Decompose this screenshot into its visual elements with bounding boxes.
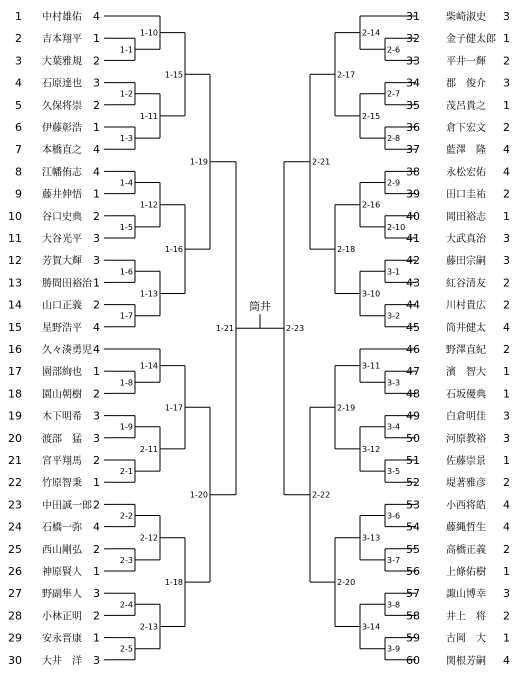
left-player-name: 園山朝樹 <box>42 389 82 401</box>
right-player-name: 郡 俊介 <box>446 78 486 90</box>
right-match-label: 2-19 <box>337 403 356 413</box>
right-semi-label: 2-23 <box>286 324 305 334</box>
right-player-name: 佐藤崇景 <box>446 456 486 467</box>
right-player-name: 藍澤 隆 <box>446 145 486 157</box>
left-player-name: 大井 洋 <box>42 655 82 667</box>
right-player-name: 古岡 大 <box>446 633 486 645</box>
right-player-score: 2 <box>503 121 510 134</box>
left-player-name: 宮平翔馬 <box>42 456 82 467</box>
right-player-number: 43 <box>406 276 420 290</box>
right-player-number: 48 <box>406 387 420 401</box>
left-player-name: 藤井伸悟 <box>42 189 82 201</box>
left-player-score: 4 <box>93 520 100 534</box>
right-player-score: 3 <box>503 76 510 90</box>
right-player-name: 石坂優典 <box>446 389 486 401</box>
left-player-number: 20 <box>8 431 22 445</box>
right-player-number: 55 <box>406 542 420 556</box>
left-player-name: 野副隼人 <box>42 589 82 601</box>
left-player-number: 3 <box>15 54 22 68</box>
right-player-score: 2 <box>503 54 510 68</box>
left-player-name: 江幡侑志 <box>42 167 82 179</box>
left-match-label: 1-9 <box>119 422 133 432</box>
right-player-score: 3 <box>503 409 510 423</box>
right-match-label: 2-7 <box>387 89 401 99</box>
right-player-name: 野澤直紀 <box>446 345 486 356</box>
left-player-score: 4 <box>93 165 100 179</box>
right-player-score: 4 <box>503 498 510 512</box>
right-player-score: 3 <box>503 232 510 245</box>
left-player-name: 渡部 猛 <box>42 433 82 445</box>
right-match-label: 3-12 <box>362 444 381 454</box>
right-player-name: 諏山博幸 <box>446 589 486 601</box>
right-match-label: 2-18 <box>337 245 356 255</box>
right-match-label: 2-22 <box>312 490 331 500</box>
left-match-label: 1-17 <box>164 403 183 413</box>
right-player-number: 41 <box>406 232 420 245</box>
right-match-label: 2-20 <box>337 578 356 588</box>
right-player-score: 4 <box>503 520 510 534</box>
left-player-score: 2 <box>93 54 100 68</box>
right-player-score: 2 <box>503 343 510 356</box>
right-player-number: 59 <box>406 631 420 645</box>
left-player-score: 1 <box>93 565 100 578</box>
right-player-number: 56 <box>406 565 420 578</box>
left-player-number: 4 <box>15 76 22 90</box>
right-match-label: 3-9 <box>387 644 401 654</box>
right-player-number: 50 <box>406 431 420 445</box>
left-player-score: 4 <box>93 10 100 23</box>
right-player-number: 39 <box>406 187 420 201</box>
right-player-score: 2 <box>503 476 510 490</box>
left-player-number: 7 <box>15 143 22 157</box>
left-match-label: 1-12 <box>139 200 158 210</box>
left-match-label: 2-2 <box>119 511 133 521</box>
right-player-name: 藤縄哲生 <box>446 522 486 534</box>
right-player-number: 32 <box>406 32 420 46</box>
left-player-score: 2 <box>93 542 100 556</box>
right-match-label: 3-3 <box>387 378 401 388</box>
right-player-score: 3 <box>503 10 510 23</box>
left-player-number: 25 <box>8 542 22 556</box>
right-match-label: 2-21 <box>312 157 331 167</box>
left-player-number: 6 <box>15 121 22 134</box>
right-player-score: 2 <box>503 298 510 312</box>
right-match-label: 3-6 <box>387 511 401 521</box>
right-player-number: 52 <box>406 476 420 490</box>
right-player-name: 濱 智大 <box>446 367 486 379</box>
left-player-score: 3 <box>93 232 100 245</box>
left-player-number: 8 <box>15 165 22 179</box>
right-player-name: 高橋正義 <box>446 544 486 556</box>
left-player-name: 石原達也 <box>42 78 82 90</box>
left-player-number: 17 <box>8 365 22 379</box>
left-match-label: 2-11 <box>139 444 158 454</box>
left-player-score: 3 <box>93 587 100 601</box>
right-match-label: 2-10 <box>387 222 406 232</box>
left-match-label: 1-6 <box>119 267 133 277</box>
right-player-name: 井上 将 <box>446 611 486 623</box>
right-match-label: 2-9 <box>387 178 401 188</box>
right-player-name: 上條佑樹 <box>446 567 486 578</box>
right-player-score: 4 <box>503 143 510 157</box>
right-player-score: 4 <box>503 653 510 667</box>
left-player-number: 5 <box>15 98 22 112</box>
right-player-number: 37 <box>406 143 420 157</box>
left-player-score: 2 <box>93 98 100 112</box>
left-player-name: 久保将崇 <box>42 100 82 112</box>
right-player-score: 1 <box>503 365 510 379</box>
left-match-label: 2-1 <box>119 467 133 477</box>
left-player-name: 勝間田裕治 <box>42 278 92 290</box>
left-player-score: 1 <box>93 32 100 46</box>
right-player-number: 57 <box>406 587 420 601</box>
left-player-name: 谷口史典 <box>42 211 82 223</box>
right-match-label: 3-10 <box>362 289 381 299</box>
right-player-number: 33 <box>406 54 420 68</box>
left-match-label: 1-18 <box>164 578 183 588</box>
left-semi-label: 1-21 <box>215 324 234 334</box>
right-match-label: 3-14 <box>362 622 381 632</box>
left-player-score: 2 <box>93 454 100 467</box>
left-player-number: 26 <box>8 565 22 578</box>
right-player-score: 2 <box>503 187 510 201</box>
left-match-label: 1-19 <box>189 157 208 167</box>
right-player-score: 1 <box>503 387 510 401</box>
right-player-name: 筒井健太 <box>446 322 486 334</box>
right-player-number: 49 <box>406 409 420 423</box>
right-player-name: 堤著雅彦 <box>446 478 486 490</box>
left-player-score: 1 <box>93 187 100 201</box>
left-match-label: 1-8 <box>119 378 133 388</box>
right-match-label: 3-2 <box>387 311 401 321</box>
right-player-name: 紅谷清友 <box>446 278 486 290</box>
left-match-label: 1-10 <box>139 28 158 38</box>
left-player-name: 伊藤彰浩 <box>42 123 82 134</box>
left-player-name: 大谷光平 <box>42 234 82 245</box>
left-player-number: 12 <box>8 254 22 268</box>
left-player-number: 23 <box>8 498 22 512</box>
left-match-label: 1-20 <box>189 490 208 500</box>
left-match-label: 2-4 <box>119 600 133 610</box>
left-player-score: 1 <box>93 631 100 645</box>
right-player-number: 34 <box>406 76 420 90</box>
left-player-score: 2 <box>93 498 100 512</box>
left-player-score: 3 <box>93 431 100 445</box>
right-player-number: 35 <box>406 98 420 112</box>
left-player-number: 2 <box>15 32 22 46</box>
left-player-score: 3 <box>93 254 100 268</box>
left-player-name: 石橋一弥 <box>42 522 82 534</box>
right-player-number: 58 <box>406 609 420 623</box>
right-player-score: 1 <box>503 209 510 223</box>
left-player-score: 4 <box>93 343 100 356</box>
right-match-label: 3-11 <box>362 361 381 371</box>
right-player-number: 46 <box>406 343 420 356</box>
left-match-label: 2-12 <box>139 533 158 543</box>
right-player-number: 51 <box>406 454 420 467</box>
right-match-label: 3-5 <box>387 467 401 477</box>
left-player-number: 1 <box>15 10 22 23</box>
right-player-score: 1 <box>503 565 510 578</box>
left-player-name: 大葉雅規 <box>42 56 82 68</box>
right-player-name: 田口圭祐 <box>446 189 486 201</box>
right-player-number: 53 <box>406 498 420 512</box>
left-match-label: 1-11 <box>139 111 158 121</box>
right-match-label: 3-1 <box>387 267 401 277</box>
right-player-score: 1 <box>503 32 510 46</box>
left-player-score: 3 <box>93 76 100 90</box>
left-player-number: 11 <box>8 232 22 245</box>
left-match-label: 1-13 <box>139 289 158 299</box>
left-player-number: 19 <box>8 409 22 423</box>
left-player-name: 久々湊勇児 <box>42 345 92 356</box>
left-player-name: 本橋直之 <box>42 145 82 157</box>
left-player-number: 22 <box>8 476 22 490</box>
left-player-number: 24 <box>8 520 22 534</box>
left-player-score: 4 <box>93 320 100 334</box>
left-match-label: 1-16 <box>164 245 183 255</box>
left-player-score: 2 <box>93 387 100 401</box>
right-match-label: 3-7 <box>387 555 401 565</box>
left-player-name: 竹原智秉 <box>42 478 82 490</box>
right-match-label: 2-8 <box>387 134 401 144</box>
left-match-label: 1-1 <box>119 45 133 55</box>
right-player-name: 関根芳嗣 <box>446 655 486 667</box>
bracket-labels <box>8 10 510 667</box>
right-player-number: 45 <box>406 320 420 334</box>
right-player-number: 40 <box>406 209 420 223</box>
right-player-score: 2 <box>503 276 510 290</box>
right-player-name: 柴崎淑史 <box>446 12 486 23</box>
right-match-label: 2-16 <box>362 200 381 210</box>
left-match-label: 2-3 <box>119 555 133 565</box>
left-player-score: 1 <box>93 121 100 134</box>
champion-name: 筒井 <box>249 300 271 314</box>
left-match-label: 1-7 <box>119 311 133 321</box>
left-player-score: 1 <box>93 276 100 290</box>
left-match-label: 1-3 <box>119 134 133 144</box>
left-player-name: 小林正明 <box>42 611 82 623</box>
right-player-number: 31 <box>406 10 420 23</box>
right-player-score: 1 <box>503 454 510 467</box>
left-player-name: 園部絢也 <box>42 367 82 379</box>
right-player-number: 38 <box>406 165 420 179</box>
right-player-score: 1 <box>503 631 510 645</box>
left-player-name: 安永晋康 <box>42 633 82 645</box>
right-player-name: 平井一輝 <box>446 56 486 68</box>
left-player-score: 1 <box>93 476 100 490</box>
right-player-name: 大武真治 <box>446 234 486 245</box>
left-player-number: 10 <box>8 209 22 223</box>
right-player-number: 60 <box>406 653 420 667</box>
left-player-number: 28 <box>8 609 22 623</box>
left-player-number: 16 <box>8 343 22 356</box>
right-player-number: 42 <box>406 254 420 268</box>
right-player-score: 2 <box>503 542 510 556</box>
left-player-number: 9 <box>15 187 22 201</box>
left-player-name: 吉本翔平 <box>42 34 82 46</box>
left-match-label: 1-15 <box>164 70 183 80</box>
left-player-name: 中田誠一郎 <box>42 500 92 512</box>
right-player-name: 倉下宏文 <box>446 123 486 134</box>
right-player-number: 44 <box>406 298 420 312</box>
left-player-name: 西山剛弘 <box>42 544 82 556</box>
left-player-number: 30 <box>8 653 22 667</box>
right-player-name: 茂呂貴之 <box>446 100 486 112</box>
right-player-name: 小西将皓 <box>446 500 486 512</box>
left-match-label: 1-5 <box>119 222 133 232</box>
left-player-name: 山口正義 <box>42 300 82 312</box>
left-player-score: 4 <box>93 143 100 157</box>
right-match-label: 2-14 <box>362 28 381 38</box>
left-player-score: 1 <box>93 365 100 379</box>
right-player-name: 川村貴広 <box>446 300 486 312</box>
right-player-name: 藤田宗嗣 <box>446 256 486 268</box>
left-player-score: 3 <box>93 653 100 667</box>
right-player-score: 3 <box>503 254 510 268</box>
left-player-score: 2 <box>93 209 100 223</box>
left-player-number: 27 <box>8 587 22 601</box>
left-player-number: 18 <box>8 387 22 401</box>
left-player-number: 15 <box>8 320 22 334</box>
left-match-label: 1-4 <box>119 178 133 188</box>
right-player-score: 4 <box>503 165 510 179</box>
left-player-name: 芳賀大輝 <box>42 256 82 268</box>
right-player-score: 3 <box>503 431 510 445</box>
left-match-label: 2-13 <box>139 622 158 632</box>
right-player-score: 3 <box>503 587 510 601</box>
right-match-label: 2-6 <box>387 45 401 55</box>
right-match-label: 3-8 <box>387 600 401 610</box>
right-player-number: 36 <box>406 121 420 134</box>
right-player-name: 金子健太郎 <box>446 34 496 46</box>
left-player-name: 星野浩平 <box>42 322 82 334</box>
left-match-label: 1-14 <box>139 361 158 371</box>
right-player-name: 永松宏佑 <box>446 167 486 179</box>
right-player-score: 1 <box>503 98 510 112</box>
right-match-label: 3-4 <box>387 422 401 432</box>
right-player-name: 岡田裕志 <box>446 211 486 223</box>
right-player-name: 河原教裕 <box>446 433 486 445</box>
left-player-score: 2 <box>93 609 100 623</box>
right-player-name: 白倉明佳 <box>446 411 486 423</box>
left-player-number: 14 <box>8 298 22 312</box>
left-player-number: 13 <box>8 276 22 290</box>
right-player-score: 2 <box>503 609 510 623</box>
right-match-label: 3-13 <box>362 533 381 543</box>
left-player-score: 3 <box>93 409 100 423</box>
left-player-number: 21 <box>8 454 22 467</box>
left-player-number: 29 <box>8 631 22 645</box>
left-match-label: 1-2 <box>119 89 133 99</box>
left-match-label: 2-5 <box>119 644 133 654</box>
right-match-label: 2-15 <box>362 111 381 121</box>
right-player-number: 47 <box>406 365 420 379</box>
left-player-name: 神原賢人 <box>42 567 82 578</box>
right-match-label: 2-17 <box>337 70 356 80</box>
left-player-name: 木下明希 <box>42 411 82 423</box>
left-player-score: 2 <box>93 298 100 312</box>
left-player-name: 中村雄佑 <box>42 12 82 23</box>
right-player-score: 4 <box>503 320 510 334</box>
right-player-number: 54 <box>406 520 420 534</box>
